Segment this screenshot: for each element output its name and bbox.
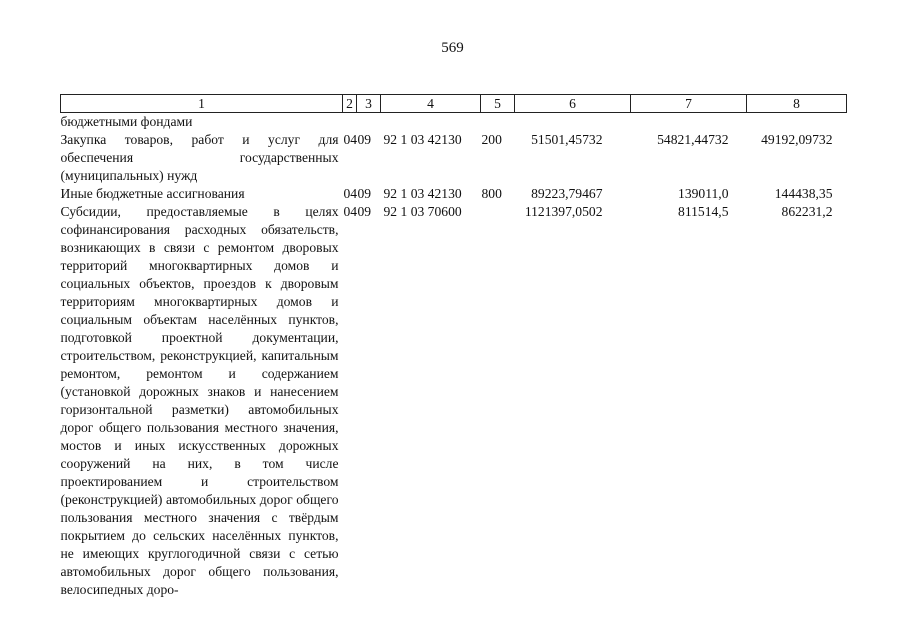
subsection-code: 09 — [357, 132, 372, 147]
subsection-code: 09 — [357, 204, 372, 219]
section-code: 04 — [343, 132, 358, 147]
column-header: 5 — [481, 95, 515, 113]
amount-year1: 1121397,0502 — [524, 204, 603, 219]
column-number-row — [61, 95, 847, 113]
amount-year2: 811514,5 — [678, 204, 729, 219]
expense-name: Иные бюджетные ассигнования — [60, 186, 245, 201]
column-header: 4 — [381, 95, 481, 113]
subsection-code: 09 — [357, 186, 372, 201]
amount-year2: 54821,44732 — [657, 132, 729, 147]
amount-year1: 89223,79467 — [531, 186, 603, 201]
amount-year1: 51501,45732 — [531, 132, 603, 147]
subsection-code — [357, 113, 381, 132]
expense-type-code — [481, 203, 515, 599]
amount-year3: 144438,35 — [774, 186, 833, 201]
amount-year3: 49192,09732 — [761, 132, 833, 147]
table-row — [61, 113, 847, 132]
page-number: 569 — [441, 40, 464, 56]
amount-year2 — [631, 113, 747, 132]
section-code — [343, 113, 357, 132]
budget-table — [60, 94, 847, 599]
column-header: 2 — [343, 95, 357, 113]
expense-type-code — [481, 113, 515, 132]
table-row — [61, 185, 847, 203]
target-article-code: 92 1 03 42130 — [383, 186, 462, 201]
amount-year1 — [515, 113, 631, 132]
table-row — [61, 203, 847, 599]
target-article-code — [381, 113, 481, 132]
expense-type-code: 200 — [481, 132, 502, 147]
section-code: 04 — [343, 186, 358, 201]
expense-type-code: 800 — [481, 186, 502, 201]
column-header: 7 — [631, 95, 747, 113]
amount-year3: 862231,2 — [781, 204, 833, 219]
expense-name: Закупка товаров, работ и услуг для обеспечения государственных (муниципальных) нужд — [60, 132, 339, 183]
column-header: 8 — [747, 95, 847, 113]
amount-year3 — [747, 113, 847, 132]
section-code: 04 — [343, 204, 358, 219]
column-header: 3 — [357, 95, 381, 113]
expense-name: бюджетными фондами — [60, 114, 193, 129]
column-header: 6 — [515, 95, 631, 113]
column-header: 1 — [61, 95, 343, 113]
expense-name: Субсидии, предоставляемые в целях софинансирования расходных обязательств, возникающих в связи с ремонтом дворовых территорий многоквартирных домов и социальных объектов, проездов к дворовым территориям многоквартирных домов и социальным объектам населённых пунктов, подготовкой проектной документации, строительством, реконструкцией, капитальным ремонтом, ремонтом и содержанием (установкой дорожных знаков и нанесением горизонтальной разметки) автомобильных дорог общего пользования местного значения, мостов и иных искусственных дорожных сооружений на них, в том числе проектированием и строительством (реконструкцией) автомобильных дорог общего пользования местного значения с твёрдым покрытием до сельских населённых пунктов, не имеющих круглогодичной связи с сетью автомобильных дорог общего пользования, велосипедных доро- — [60, 204, 339, 597]
amount-year2: 139011,0 — [678, 186, 729, 201]
table-row — [61, 131, 847, 185]
target-article-code: 92 1 03 42130 — [383, 132, 462, 147]
target-article-code: 92 1 03 70600 — [383, 204, 462, 219]
